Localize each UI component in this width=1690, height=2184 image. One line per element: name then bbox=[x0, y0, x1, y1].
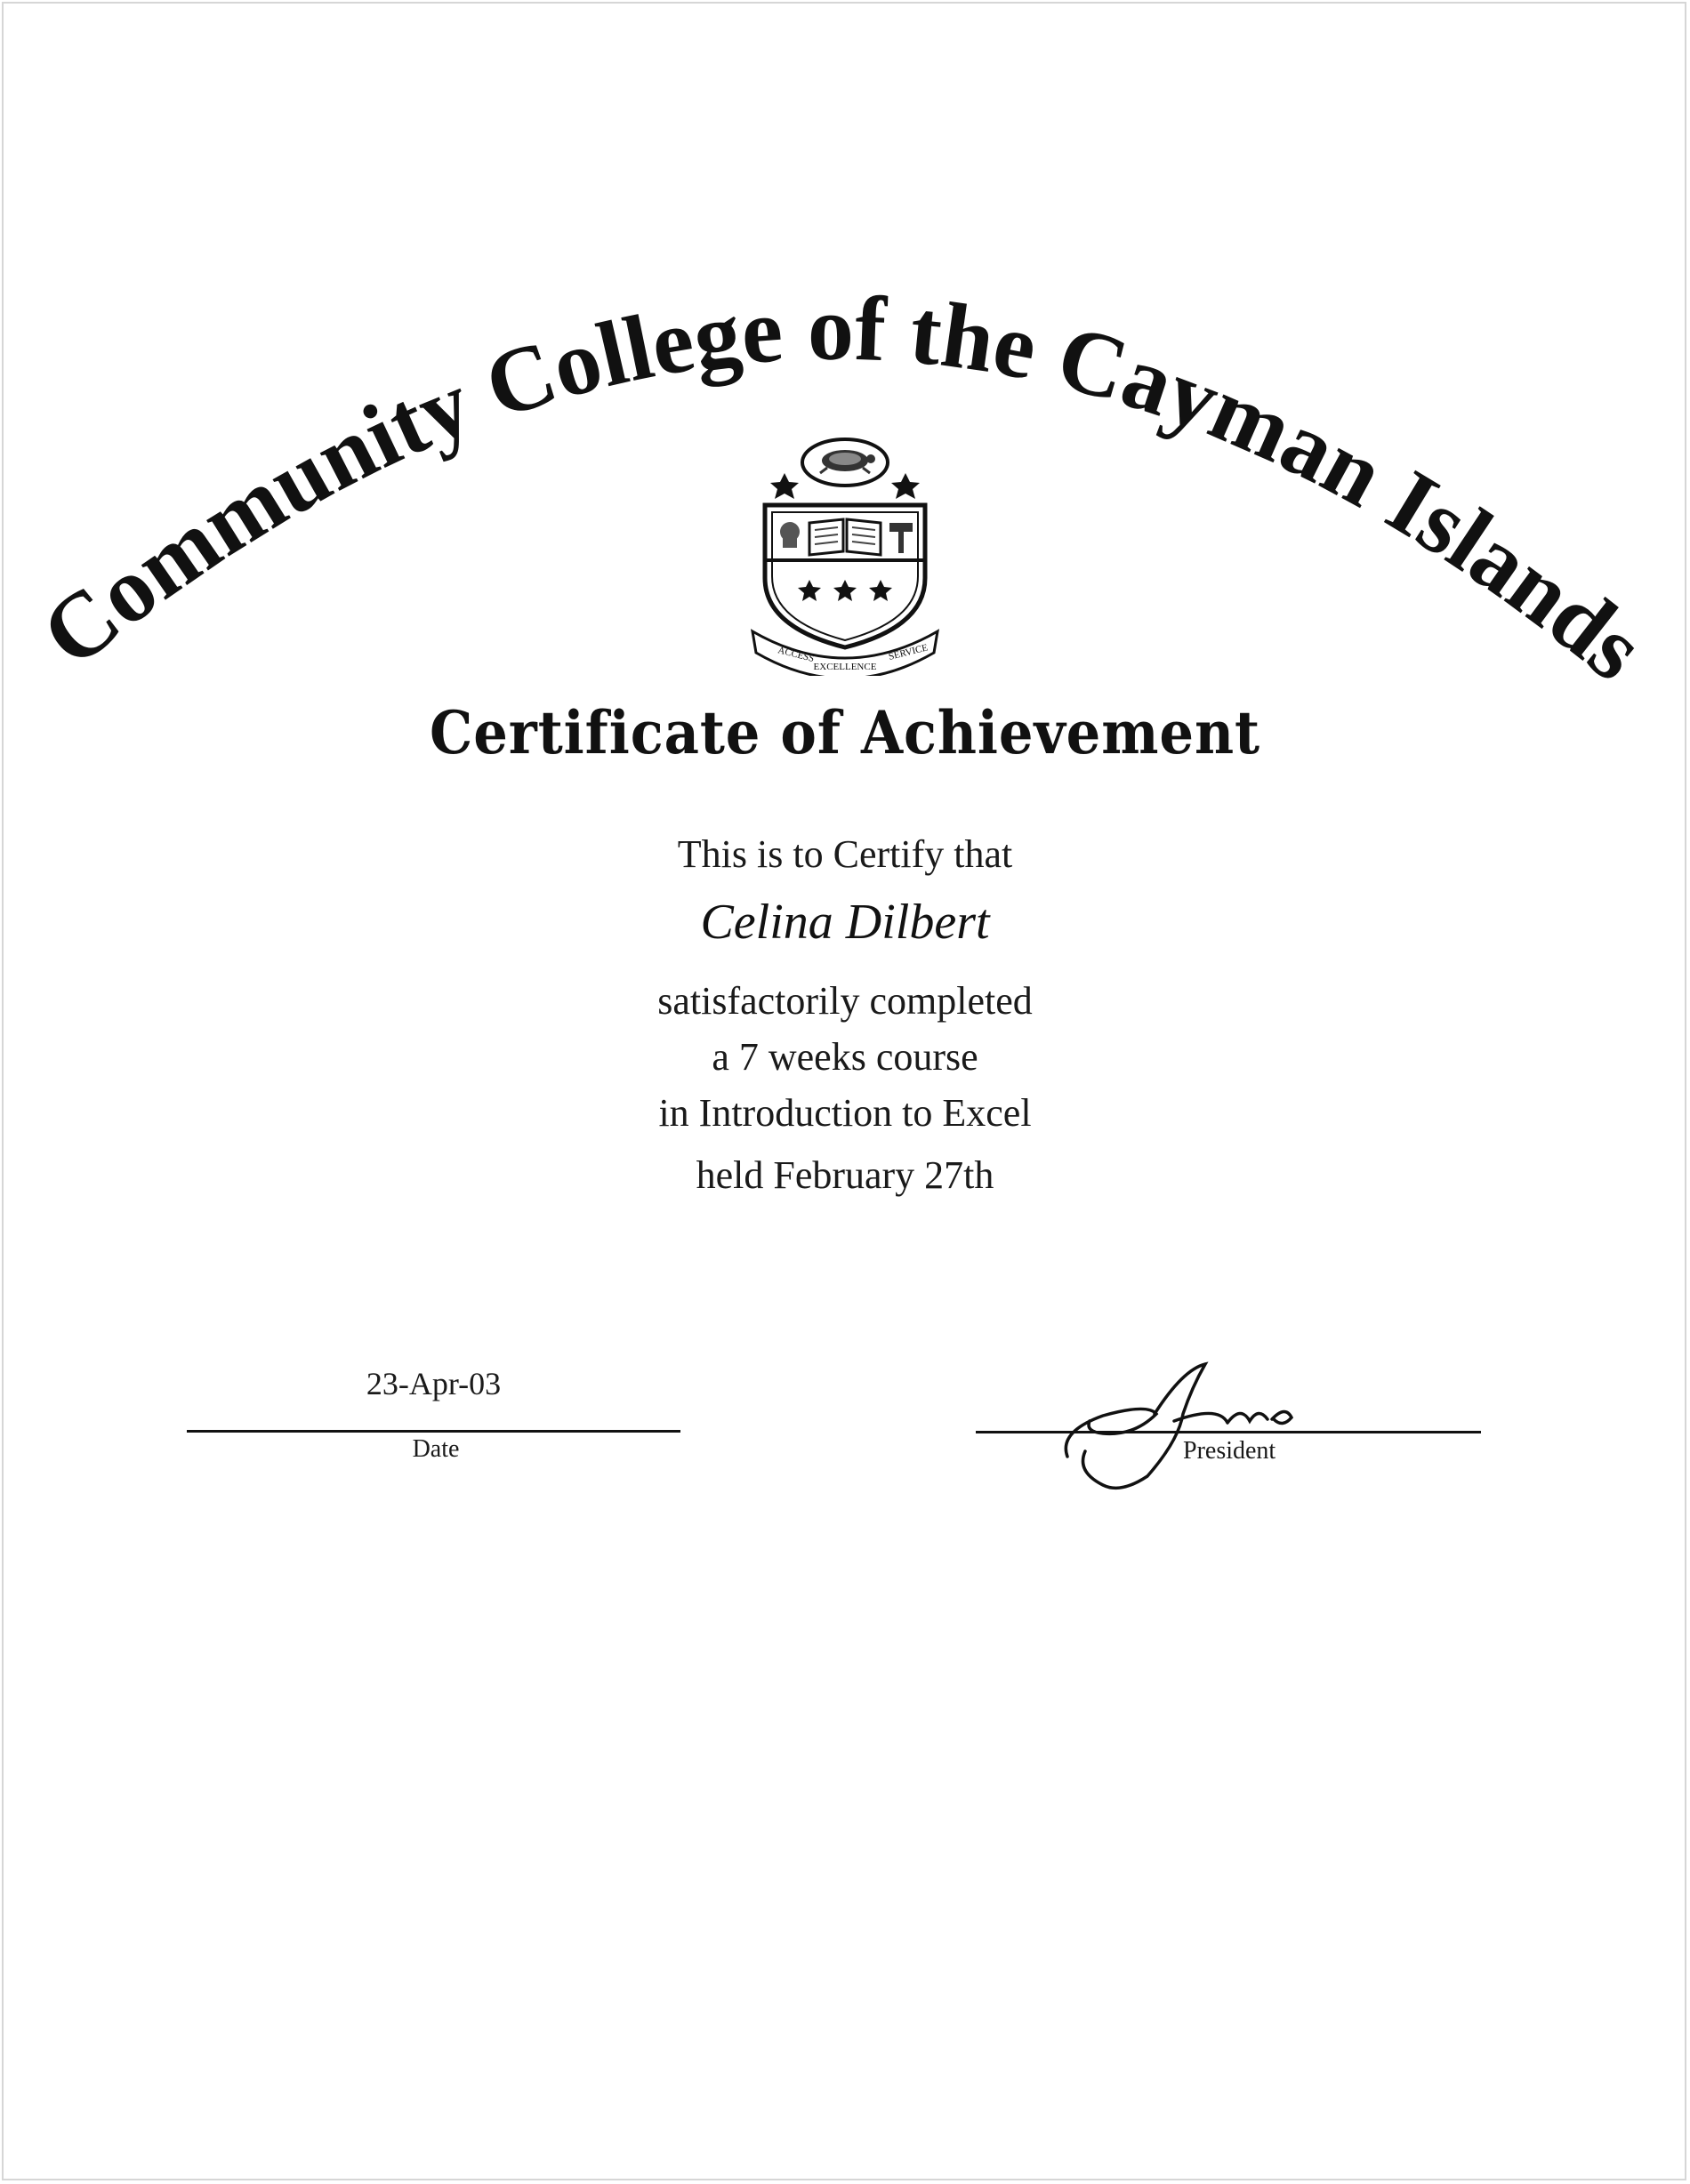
ribbon-word-excellence: EXCELLENCE bbox=[813, 662, 877, 672]
institution-name: Community College of the Cayman Islands bbox=[22, 277, 1664, 701]
turtle-icon bbox=[820, 450, 875, 473]
crest-star-right-icon bbox=[891, 473, 920, 499]
body-line-held: held February 27th bbox=[696, 1153, 994, 1197]
body-line-completed: satisfactorily completed bbox=[657, 979, 1033, 1023]
college-crest-logo bbox=[747, 427, 943, 676]
date-value: 23-Apr-03 bbox=[366, 1366, 502, 1401]
president-label: President bbox=[1183, 1437, 1276, 1465]
crest-star-left-icon bbox=[770, 473, 799, 499]
certificate-title: Certificate of Achievement bbox=[429, 698, 1260, 767]
ribbon-word-service: SERVICE bbox=[887, 642, 930, 662]
body-line-duration: a 7 weeks course bbox=[712, 1035, 978, 1079]
date-signature-line bbox=[187, 1430, 680, 1433]
date-label: Date bbox=[412, 1435, 460, 1463]
president-signature bbox=[1050, 1352, 1370, 1494]
chef-hat-icon bbox=[780, 522, 800, 548]
recipient-name: Celina Dilbert bbox=[700, 895, 990, 950]
ribbon-word-access: ACCESS bbox=[777, 645, 816, 664]
president-signature-line bbox=[976, 1431, 1481, 1433]
intro-line: This is to Certify that bbox=[677, 832, 1013, 876]
body-line-course: in Introduction to Excel bbox=[658, 1091, 1032, 1135]
